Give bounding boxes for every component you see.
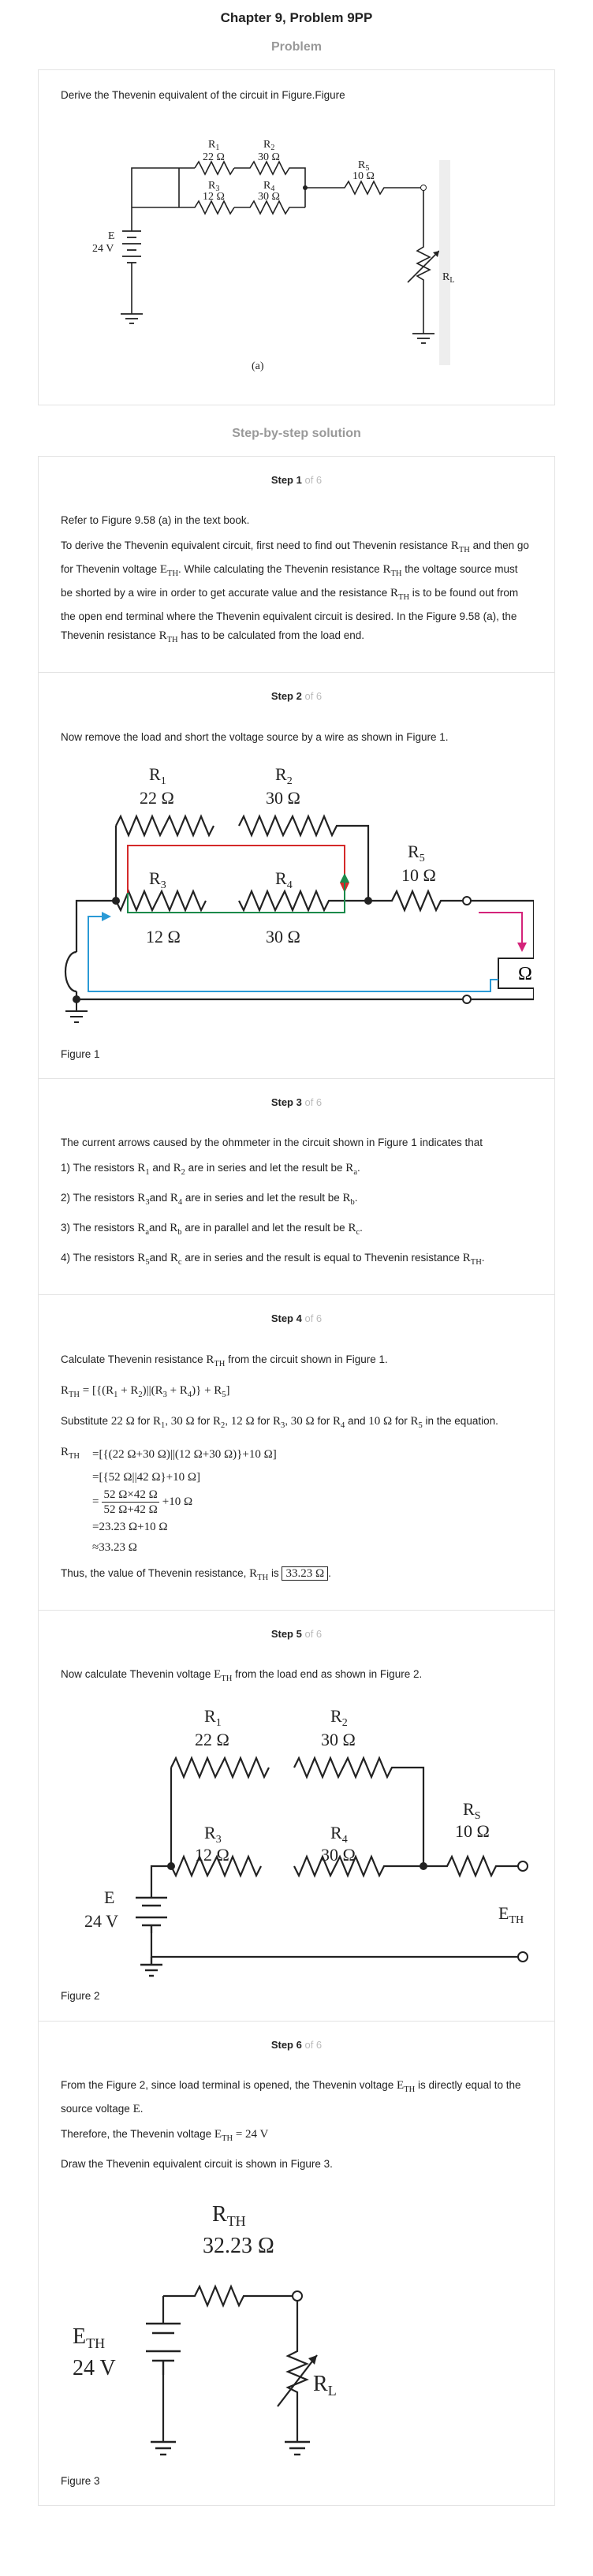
- solution-heading: Step-by-step solution: [232, 426, 361, 440]
- step-2-card: [38, 673, 555, 1079]
- svg-text:RL: $R_L$: [313, 2372, 337, 2399]
- fig-a-caption: (a): [252, 360, 264, 372]
- svg-text:R1: $R_1$: [204, 1706, 222, 1730]
- step-4-card: [38, 1295, 555, 1611]
- step-1-title: Step 1 of 6: [270, 473, 323, 486]
- svg-text:R4: $R_4$: [275, 868, 293, 891]
- problem-card: [38, 69, 555, 405]
- step-6-title: Step 6 of 6: [270, 2038, 323, 2051]
- figure-3: [61, 2182, 392, 2466]
- step-6-text-1: From the Figure 2, since load terminal is opened, the Thevenin voltage $E_{TH}$ is directly equal to the source voltage E.: [61, 2079, 521, 2115]
- svg-text:12 Ω: 12 Ω: [146, 926, 181, 946]
- figure-2-eth: $E_{TH}$: [498, 1903, 524, 1927]
- figure-3-caption: Figure 3: [61, 2475, 100, 2487]
- step-1-text-2: To derive the Thevenin equivalent circuit, first need to find out Thevenin resistance $R_{TH}$ and then go for Thevenin voltage $E_{TH}$. While calculating the Thevenin resistance $R_{TH}$ the voltage source must be shorted by a wire in order to get accurate value and the resistance $R_{TH}$ is to be found out from the open end terminal where the Thevenin equivalent circuit is desired. In the Figure 9.58 (a), the Thevenin resistance $R_{TH}$ has to be calculated from the load end.: [61, 539, 529, 644]
- svg-text:24 V: 24 V: [73, 2356, 116, 2380]
- svg-text:30 Ω: 30 Ω: [266, 787, 300, 808]
- fig-a-r2-val: 30 Ω: [258, 151, 280, 163]
- svg-text:E: E: [104, 1887, 115, 1908]
- svg-text:10 Ω: 10 Ω: [401, 864, 436, 885]
- svg-text:RS: $R_S$: [463, 1799, 481, 1823]
- ohmmeter-symbol: Ω: [518, 963, 532, 984]
- fig-a-r5: $R_5$: [358, 159, 370, 173]
- problem-heading: Problem: [270, 39, 322, 54]
- step-3-card: [38, 1079, 555, 1296]
- svg-text:10 Ω: 10 Ω: [455, 1821, 490, 1842]
- figure-2-caption: Figure 2: [61, 1990, 100, 2003]
- step-4-result: Thus, the value of Thevenin resistance, $R_{TH}$ is 33.23 Ω .: [61, 1566, 331, 1582]
- step-4-substitute: Substitute 22 Ω for $R_1$, 30 Ω for $R_2$, 12 Ω for $R_3$, 30 Ω for $R_4$ and 10 Ω for $R_5$ in the equation.: [61, 1414, 498, 1430]
- fig-a-r3-val: 12 Ω: [203, 190, 225, 203]
- step-4-calculation: $R_{TH}$ = [{(22 Ω+30 Ω)||(12 Ω+30 Ω)}+10 Ω] = [{52 Ω||42 Ω}+10 Ω] = $\frac{52 \Omega\times 42 \Omega}{52 \Omega+42 \Omega}$ +10 Ω = 23.23 Ω+10 Ω ≈ 33.23 Ω: [61, 1442, 532, 1558]
- fig-a-r5-val: 10 Ω: [352, 170, 375, 182]
- fig-a-r3: $R_3$: [208, 179, 220, 193]
- step-5-card: [38, 1611, 555, 2022]
- page-title: Chapter 9, Problem 9PP: [220, 10, 373, 25]
- fig-a-r2: $R_2$: [263, 138, 275, 152]
- fig-a-r1-val: 22 Ω: [203, 151, 225, 163]
- svg-text:ETH: $E_{TH}$: [73, 2324, 106, 2351]
- fig-a-e-val: 24 V: [92, 242, 114, 255]
- svg-text:R3: $R_3$: [149, 868, 166, 891]
- step-6-text-2: Therefore, the Thevenin voltage $E_{TH} = 24$ V: [61, 2128, 269, 2143]
- svg-text:R2: $R_2$: [275, 763, 293, 787]
- fig-a-r4: $R_4$: [263, 179, 275, 193]
- svg-text:30 Ω: 30 Ω: [321, 1730, 356, 1750]
- svg-text:22 Ω: 22 Ω: [195, 1730, 229, 1750]
- fig-a-rl: $R_L$: [442, 271, 455, 285]
- svg-text:R2: $R_2$: [330, 1706, 348, 1730]
- step-4-text-1: Calculate Thevenin resistance $R_{TH}$ from the circuit shown in Figure 1.: [61, 1353, 388, 1368]
- step-3-title: Step 3 of 6: [270, 1096, 323, 1108]
- step-2-text: Now remove the load and short the voltage source by a wire as shown in Figure 1.: [61, 730, 449, 743]
- step-3-item-4: 4) The resistors $R_5and$ $R_c$ are in series and the result is equal to Thevenin resistance $R_{TH}$.: [61, 1252, 485, 1267]
- svg-text:R4: $R_4$: [330, 1823, 348, 1846]
- steps-list: [38, 456, 555, 2507]
- svg-text:R3: $R_3$: [204, 1823, 222, 1846]
- step-4-formula: $R_{TH} = [\{(R_1 + R_2)||(R_3 + R_4)\} + R_5]$: [61, 1383, 230, 1399]
- svg-text:30 Ω: 30 Ω: [266, 926, 300, 946]
- svg-text:12 Ω: 12 Ω: [195, 1845, 229, 1865]
- problem-text: Derive the Thevenin equivalent of the circuit in Figure.Figure: [61, 88, 345, 101]
- fig-a-r1: $R_1$: [208, 138, 220, 152]
- result-box: 33.23 Ω: [282, 1566, 328, 1581]
- step-6-card: [38, 2022, 555, 2507]
- step-3-item-2: 2) The resistors $R_3and$ $R_4$ are in series and let the result be $R_b$.: [61, 1192, 358, 1208]
- fig-a-r4-val: 30 Ω: [258, 190, 280, 203]
- fig-a-e: E: [108, 230, 115, 242]
- problem-figure: [61, 113, 455, 381]
- step-3-item-1: 1) The resistors $R_1$ and $R_2$ are in series and let the result be $R_a$.: [61, 1162, 360, 1178]
- svg-text:30 Ω: 30 Ω: [321, 1845, 356, 1865]
- calc-line-2: [{52 Ω||42 Ω}+10 Ω]: [99, 1470, 201, 1484]
- svg-text:R5: $R_5$: [408, 841, 425, 864]
- step-3-item-3: 3) The resistors $R_aand$ $R_b$ are in parallel and let the result be $R_c$.: [61, 1222, 363, 1238]
- step-1-card: [38, 456, 555, 674]
- figure-1-caption: Figure 1: [61, 1047, 100, 1060]
- svg-text:R1: $R_1$: [149, 763, 166, 787]
- figure-1: [61, 755, 534, 1039]
- step-5-text: Now calculate Thevenin voltage $E_{TH}$ from the load end as shown in Figure 2.: [61, 1668, 423, 1684]
- calc-line-5: 33.23 Ω: [99, 1540, 137, 1554]
- step-6-text-3: Draw the Thevenin equivalent circuit is shown in Figure 3.: [61, 2158, 333, 2170]
- step-2-title: Step 2 of 6: [270, 690, 323, 702]
- step-1-text-1: Refer to Figure 9.58 (a) in the text book.: [61, 514, 250, 526]
- step-4-title: Step 4 of 6: [270, 1312, 323, 1325]
- step-5-title: Step 5 of 6: [270, 1627, 323, 1640]
- svg-text:22 Ω: 22 Ω: [140, 787, 174, 808]
- calc-line-1: [{(22 Ω+30 Ω)||(12 Ω+30 Ω)}+10 Ω]: [99, 1447, 277, 1461]
- figure-3-rth-val: 32.23 Ω: [203, 2234, 274, 2258]
- svg-text:24 V: 24 V: [84, 1911, 118, 1932]
- calc-fraction: $\frac{52 \Omega\times 42 \Omega}{52 \Omega+42 \Omega}$: [103, 1488, 158, 1516]
- figure-3-rth: $R_{TH}$: [212, 2202, 246, 2229]
- calc-line-4: 23.23 Ω+10 Ω: [99, 1520, 168, 1533]
- figure-2: [61, 1697, 534, 1981]
- step-3-text: The current arrows caused by the ohmmeter in the circuit shown in Figure 1 indicates that: [61, 1137, 483, 1149]
